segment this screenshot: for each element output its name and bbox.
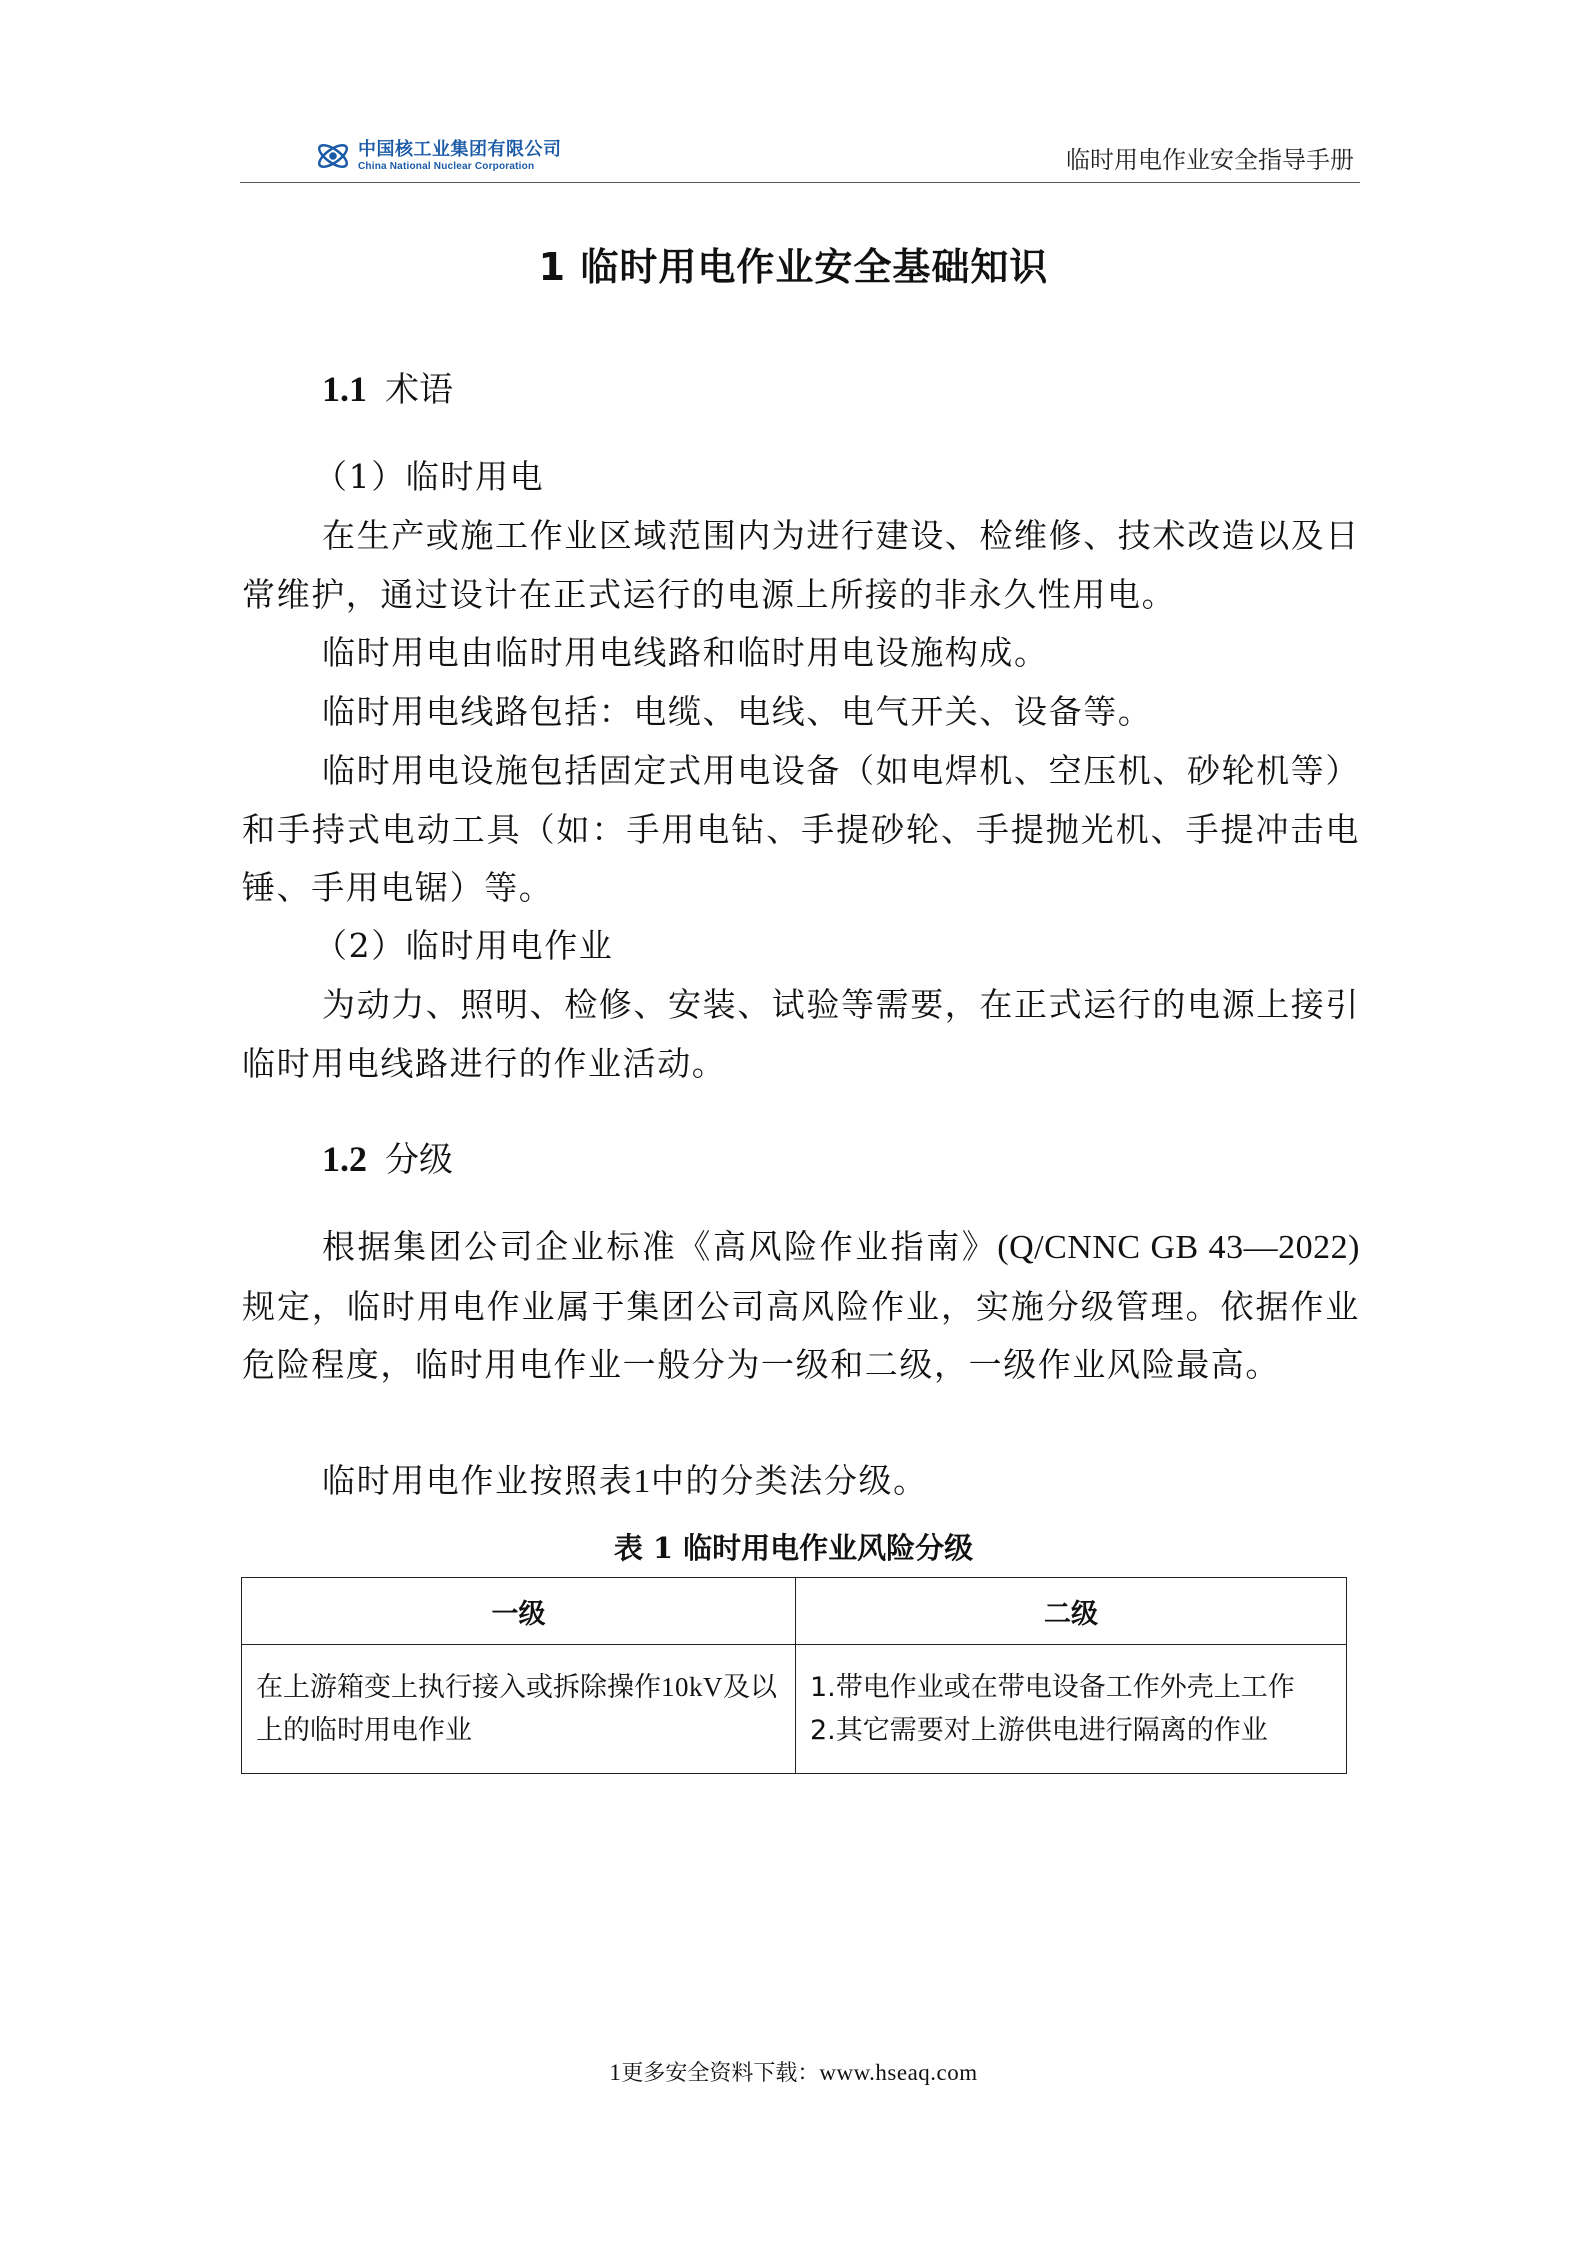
paragraph-text: 临时用电作业按照表	[322, 1461, 634, 1500]
header-divider	[240, 182, 1360, 183]
term-heading-1: （1）临时用电	[314, 457, 545, 496]
page-footer	[0, 2056, 1587, 2087]
footer-text: 更多安全资料下载：	[621, 2061, 820, 2086]
paragraph: 在生产或施工作业区域范围内为进行建设、检维修、技术改造以及日常维护，通过设计在正式运行的电源上所接的非永久性用电。	[242, 516, 1360, 614]
table-cell-level-1	[242, 1645, 796, 1774]
cnnc-atom-logo-icon	[314, 137, 352, 175]
list-item: 2.其它需要对上游供电进行隔离的作业	[810, 1715, 1268, 1746]
page-header	[240, 128, 1360, 184]
paragraph-text: 规定，临时用电作业属于集团公司高风险作业，实施分级管理。依据作业危险程度，临时用电作业一般分为一级和二级，一级作业风险最高。	[242, 1286, 1360, 1384]
paragraph: 临时用电设施包括固定式用电设备（如电焊机、空压机、砂轮机等）和手持式电动工具（如：手用电钻、手提砂轮、手提抛光机、手提冲击电锤、手用电锯）等。	[242, 751, 1360, 907]
table-header-level-2: 二级	[796, 1578, 1347, 1645]
section-number: 1.2	[322, 1139, 367, 1179]
section-title: 分级	[385, 1140, 453, 1180]
table-header-level-1: 一级	[242, 1578, 796, 1645]
chapter-title: 1 临时用电作业安全基础知识	[538, 245, 1049, 289]
section-heading-1-2	[322, 1132, 453, 1181]
paragraph: 为动力、照明、检修、安装、试验等需要，在正式运行的电源上接引临时用电线路进行的作业活动。	[242, 985, 1360, 1083]
standard-code: (Q/CNNC GB 43—2022)	[997, 1229, 1361, 1266]
table-reference: 1	[633, 1463, 651, 1500]
cell-text: 及以上的临时用电作业	[256, 1672, 777, 1746]
section-heading-1-1	[322, 362, 453, 411]
section-title: 术语	[385, 370, 453, 410]
table-cell-level-2	[796, 1645, 1347, 1774]
section-number: 1.1	[322, 369, 367, 409]
logo-chinese-name: 中国核工业集团有限公司	[358, 138, 562, 160]
table-caption: 表 1 临时用电作业风险分级	[613, 1531, 974, 1565]
paragraph	[242, 1452, 1360, 1512]
footer-link[interactable]: www.hseaq.com	[819, 2060, 978, 2085]
term-heading-2: （2）临时用电作业	[314, 926, 614, 965]
logo-english-name: China National Nuclear Corporation	[358, 160, 535, 172]
manual-title: 临时用电作业安全指导手册	[1066, 146, 1354, 174]
list-item: 1.带电作业或在带电设备工作外壳上工作	[810, 1672, 1295, 1703]
table-header-row	[242, 1578, 1347, 1645]
paragraph-text: 中的分类法分级。	[650, 1461, 928, 1500]
paragraph-text: 根据集团公司企业标准《高风险作业指南》	[322, 1227, 998, 1266]
paragraph	[242, 1218, 1360, 1395]
page-number: 1	[609, 2060, 622, 2085]
voltage-value: 10kV	[661, 1672, 723, 1702]
risk-level-table	[241, 1577, 1347, 1774]
table-row	[242, 1645, 1347, 1774]
company-logo	[314, 134, 562, 178]
cell-text: 在上游箱变上执行接入或拆除操作	[256, 1672, 661, 1703]
paragraph: 临时用电线路包括：电缆、电线、电气开关、设备等。	[322, 692, 1153, 731]
paragraph: 临时用电由临时用电线路和临时用电设施构成。	[322, 633, 1049, 672]
